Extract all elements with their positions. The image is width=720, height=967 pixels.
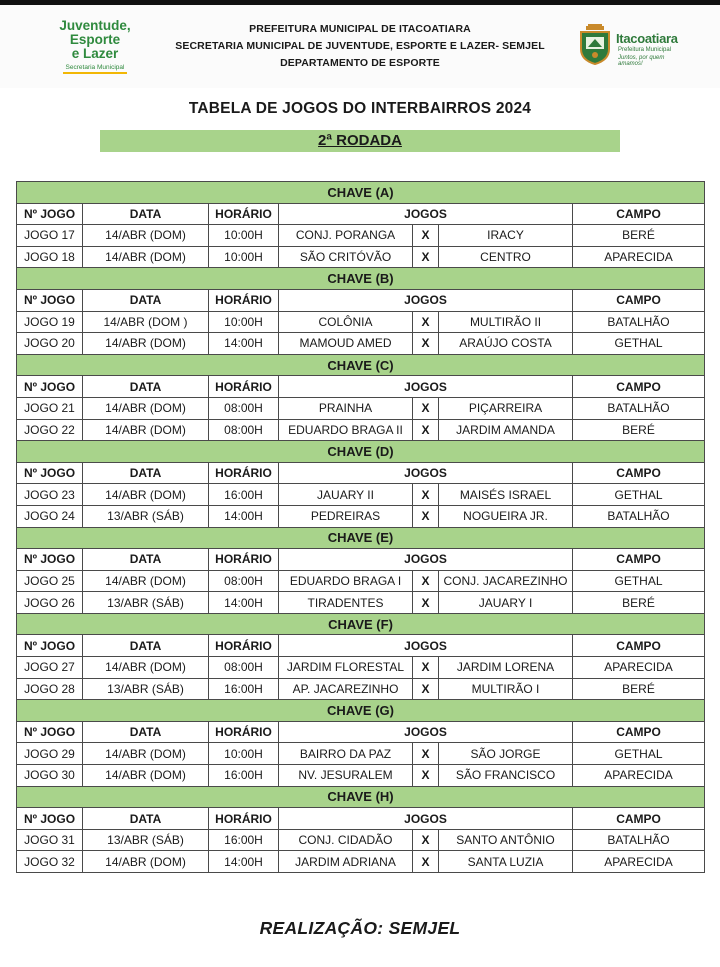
group-row — [17, 182, 705, 204]
home-team: MAMOUD AMED — [279, 333, 413, 355]
home-team: PEDREIRAS — [279, 505, 413, 527]
group-row — [17, 613, 705, 635]
game-id: JOGO 30 — [17, 765, 83, 787]
home-team: EDUARDO BRAGA I — [279, 570, 413, 592]
game-id: JOGO 25 — [17, 570, 83, 592]
game-field: BATALHÃO — [573, 505, 705, 527]
game-date: 14/ABR (DOM) — [83, 419, 209, 441]
logo-city-name: Itacoatiara — [616, 31, 678, 46]
group-row — [17, 527, 705, 549]
column-header-row — [17, 635, 705, 657]
game-row — [17, 851, 705, 873]
game-field: BATALHÃO — [573, 397, 705, 419]
header-field: CAMPO — [573, 289, 705, 311]
games-table — [16, 181, 705, 873]
header-games: JOGOS — [279, 549, 573, 571]
game-row — [17, 657, 705, 679]
versus-mark: X — [413, 311, 439, 333]
header-date: DATA — [83, 808, 209, 830]
group-row — [17, 786, 705, 808]
semjel-logo — [40, 19, 150, 74]
header-line-departamento: DEPARTAMENTO DE ESPORTE — [280, 57, 440, 69]
header-games: JOGOS — [279, 808, 573, 830]
game-time: 16:00H — [209, 829, 279, 851]
versus-mark: X — [413, 743, 439, 765]
logo-underline — [63, 72, 127, 74]
versus-mark: X — [413, 829, 439, 851]
header-game-no: Nº JOGO — [17, 549, 83, 571]
column-header-row — [17, 721, 705, 743]
versus-mark: X — [413, 765, 439, 787]
home-team: JARDIM ADRIANA — [279, 851, 413, 873]
away-team: CONJ. JACAREZINHO — [439, 570, 573, 592]
home-team: NV. JESURALEM — [279, 765, 413, 787]
group-row — [17, 441, 705, 463]
home-team: BAIRRO DA PAZ — [279, 743, 413, 765]
column-header-row — [17, 376, 705, 398]
group-label: CHAVE (D) — [17, 441, 705, 463]
game-row — [17, 505, 705, 527]
document-title: TABELA DE JOGOS DO INTERBAIRROS 2024 — [188, 100, 532, 117]
logo-text-line2: Esporte — [69, 32, 121, 47]
header-games: JOGOS — [279, 376, 573, 398]
header-game-no: Nº JOGO — [17, 376, 83, 398]
versus-mark: X — [413, 592, 439, 614]
header-games: JOGOS — [279, 203, 573, 225]
game-time: 14:00H — [209, 592, 279, 614]
away-team: JARDIM AMANDA — [439, 419, 573, 441]
away-team: MAISÉS ISRAEL — [439, 484, 573, 506]
logo-text-line1: Juventude, — [59, 18, 131, 33]
game-time: 14:00H — [209, 851, 279, 873]
game-time: 08:00H — [209, 397, 279, 419]
game-time: 14:00H — [209, 505, 279, 527]
game-field: APARECIDA — [573, 657, 705, 679]
game-row — [17, 311, 705, 333]
game-date: 14/ABR (DOM) — [83, 743, 209, 765]
game-time: 10:00H — [209, 743, 279, 765]
group-label: CHAVE (F) — [17, 613, 705, 635]
home-team: JARDIM FLORESTAL — [279, 657, 413, 679]
game-date: 13/ABR (SÁB) — [83, 505, 209, 527]
home-team: EDUARDO BRAGA II — [279, 419, 413, 441]
header-line-secretaria: SECRETARIA MUNICIPAL DE JUVENTUDE, ESPORTE E LAZER- SEMJEL — [175, 40, 545, 52]
game-date: 14/ABR (DOM) — [83, 851, 209, 873]
header-date: DATA — [83, 376, 209, 398]
game-row — [17, 246, 705, 268]
game-id: JOGO 19 — [17, 311, 83, 333]
versus-mark: X — [413, 657, 439, 679]
versus-mark: X — [413, 678, 439, 700]
header-date: DATA — [83, 549, 209, 571]
header-field: CAMPO — [573, 376, 705, 398]
game-id: JOGO 18 — [17, 246, 83, 268]
away-team: JARDIM LORENA — [439, 657, 573, 679]
game-row — [17, 829, 705, 851]
round-label: 2ª RODADA — [318, 132, 402, 149]
header-game-no: Nº JOGO — [17, 289, 83, 311]
game-id: JOGO 22 — [17, 419, 83, 441]
game-field: APARECIDA — [573, 246, 705, 268]
versus-mark: X — [413, 484, 439, 506]
home-team: CONJ. PORANGA — [279, 225, 413, 247]
logo-text-line3: e Lazer — [71, 46, 119, 61]
game-row — [17, 743, 705, 765]
header-game-no: Nº JOGO — [17, 721, 83, 743]
game-date: 14/ABR (DOM ) — [83, 311, 209, 333]
game-field: BERÉ — [573, 678, 705, 700]
away-team: MULTIRÃO I — [439, 678, 573, 700]
game-id: JOGO 20 — [17, 333, 83, 355]
column-header-row — [17, 462, 705, 484]
logo-subtitle: Secretaria Municipal — [65, 64, 125, 71]
game-field: GETHAL — [573, 333, 705, 355]
home-team: COLÔNIA — [279, 311, 413, 333]
header-field: CAMPO — [573, 721, 705, 743]
group-label: CHAVE (C) — [17, 354, 705, 376]
game-id: JOGO 32 — [17, 851, 83, 873]
game-field: BATALHÃO — [573, 311, 705, 333]
home-team: JAUARY II — [279, 484, 413, 506]
group-label: CHAVE (A) — [17, 182, 705, 204]
column-header-row — [17, 289, 705, 311]
header-game-no: Nº JOGO — [17, 203, 83, 225]
game-date: 14/ABR (DOM) — [83, 225, 209, 247]
game-time: 14:00H — [209, 333, 279, 355]
game-id: JOGO 26 — [17, 592, 83, 614]
itacoatiara-logo — [578, 23, 688, 69]
header-games: JOGOS — [279, 462, 573, 484]
game-time: 16:00H — [209, 765, 279, 787]
game-time: 10:00H — [209, 225, 279, 247]
versus-mark: X — [413, 570, 439, 592]
game-field: BERÉ — [573, 225, 705, 247]
game-time: 10:00H — [209, 311, 279, 333]
game-time: 16:00H — [209, 678, 279, 700]
header-time: HORÁRIO — [209, 289, 279, 311]
document-header — [0, 5, 720, 88]
group-row — [17, 268, 705, 290]
versus-mark: X — [413, 419, 439, 441]
game-row — [17, 397, 705, 419]
versus-mark: X — [413, 851, 439, 873]
header-time: HORÁRIO — [209, 635, 279, 657]
game-time: 08:00H — [209, 419, 279, 441]
game-row — [17, 765, 705, 787]
game-row — [17, 678, 705, 700]
versus-mark: X — [413, 505, 439, 527]
group-row — [17, 700, 705, 722]
game-date: 14/ABR (DOM) — [83, 570, 209, 592]
away-team: SANTA LUZIA — [439, 851, 573, 873]
game-id: JOGO 24 — [17, 505, 83, 527]
game-date: 14/ABR (DOM) — [83, 397, 209, 419]
game-row — [17, 333, 705, 355]
group-label: CHAVE (E) — [17, 527, 705, 549]
game-row — [17, 225, 705, 247]
home-team: SÃO CRITÓVÃO — [279, 246, 413, 268]
header-game-no: Nº JOGO — [17, 462, 83, 484]
column-header-row — [17, 203, 705, 225]
game-id: JOGO 31 — [17, 829, 83, 851]
header-field: CAMPO — [573, 808, 705, 830]
game-id: JOGO 29 — [17, 743, 83, 765]
game-date: 13/ABR (SÁB) — [83, 592, 209, 614]
game-field: GETHAL — [573, 484, 705, 506]
game-row — [17, 484, 705, 506]
header-date: DATA — [83, 635, 209, 657]
city-crest-icon — [578, 23, 612, 65]
group-label: CHAVE (H) — [17, 786, 705, 808]
away-team: SÃO JORGE — [439, 743, 573, 765]
versus-mark: X — [413, 397, 439, 419]
header-date: DATA — [83, 721, 209, 743]
home-team: TIRADENTES — [279, 592, 413, 614]
round-banner — [100, 130, 620, 152]
header-game-no: Nº JOGO — [17, 635, 83, 657]
home-team: AP. JACAREZINHO — [279, 678, 413, 700]
game-field: BERÉ — [573, 419, 705, 441]
header-time: HORÁRIO — [209, 462, 279, 484]
footer-realizacao: REALIZAÇÃO: SEMJEL — [259, 918, 461, 938]
header-field: CAMPO — [573, 549, 705, 571]
game-field: GETHAL — [573, 743, 705, 765]
logo-city-tagline: Juntos, por quem amamos! — [618, 55, 665, 67]
away-team: SANTO ANTÔNIO — [439, 829, 573, 851]
away-team: MULTIRÃO II — [439, 311, 573, 333]
game-id: JOGO 28 — [17, 678, 83, 700]
game-time: 16:00H — [209, 484, 279, 506]
home-team: PRAINHA — [279, 397, 413, 419]
header-text — [160, 21, 560, 72]
game-time: 08:00H — [209, 657, 279, 679]
versus-mark: X — [413, 225, 439, 247]
logo-city-subtitle: Prefeitura Municipal — [618, 47, 672, 53]
header-field: CAMPO — [573, 203, 705, 225]
game-field: BERÉ — [573, 592, 705, 614]
game-row — [17, 570, 705, 592]
game-date: 14/ABR (DOM) — [83, 484, 209, 506]
game-date: 13/ABR (SÁB) — [83, 678, 209, 700]
away-team: IRACY — [439, 225, 573, 247]
game-date: 14/ABR (DOM) — [83, 246, 209, 268]
versus-mark: X — [413, 333, 439, 355]
group-row — [17, 354, 705, 376]
header-time: HORÁRIO — [209, 549, 279, 571]
header-field: CAMPO — [573, 635, 705, 657]
header-games: JOGOS — [279, 289, 573, 311]
header-time: HORÁRIO — [209, 203, 279, 225]
group-label: CHAVE (G) — [17, 700, 705, 722]
group-label: CHAVE (B) — [17, 268, 705, 290]
away-team: NOGUEIRA JR. — [439, 505, 573, 527]
game-date: 13/ABR (SÁB) — [83, 829, 209, 851]
away-team: PIÇARREIRA — [439, 397, 573, 419]
away-team: CENTRO — [439, 246, 573, 268]
game-time: 10:00H — [209, 246, 279, 268]
game-row — [17, 419, 705, 441]
game-field: BATALHÃO — [573, 829, 705, 851]
away-team: JAUARY I — [439, 592, 573, 614]
game-field: APARECIDA — [573, 765, 705, 787]
game-row — [17, 592, 705, 614]
game-date: 14/ABR (DOM) — [83, 657, 209, 679]
away-team: SÃO FRANCISCO — [439, 765, 573, 787]
header-date: DATA — [83, 203, 209, 225]
away-team: ARAÚJO COSTA — [439, 333, 573, 355]
header-date: DATA — [83, 462, 209, 484]
header-date: DATA — [83, 289, 209, 311]
game-id: JOGO 17 — [17, 225, 83, 247]
header-game-no: Nº JOGO — [17, 808, 83, 830]
header-games: JOGOS — [279, 635, 573, 657]
header-field: CAMPO — [573, 462, 705, 484]
versus-mark: X — [413, 246, 439, 268]
game-date: 14/ABR (DOM) — [83, 333, 209, 355]
header-games: JOGOS — [279, 721, 573, 743]
game-id: JOGO 21 — [17, 397, 83, 419]
game-id: JOGO 23 — [17, 484, 83, 506]
game-time: 08:00H — [209, 570, 279, 592]
game-date: 14/ABR (DOM) — [83, 765, 209, 787]
game-id: JOGO 27 — [17, 657, 83, 679]
game-field: GETHAL — [573, 570, 705, 592]
header-time: HORÁRIO — [209, 376, 279, 398]
column-header-row — [17, 808, 705, 830]
header-time: HORÁRIO — [209, 808, 279, 830]
game-field: APARECIDA — [573, 851, 705, 873]
header-line-prefeitura: PREFEITURA MUNICIPAL DE ITACOATIARA — [249, 23, 471, 35]
column-header-row — [17, 549, 705, 571]
header-time: HORÁRIO — [209, 721, 279, 743]
home-team: CONJ. CIDADÃO — [279, 829, 413, 851]
